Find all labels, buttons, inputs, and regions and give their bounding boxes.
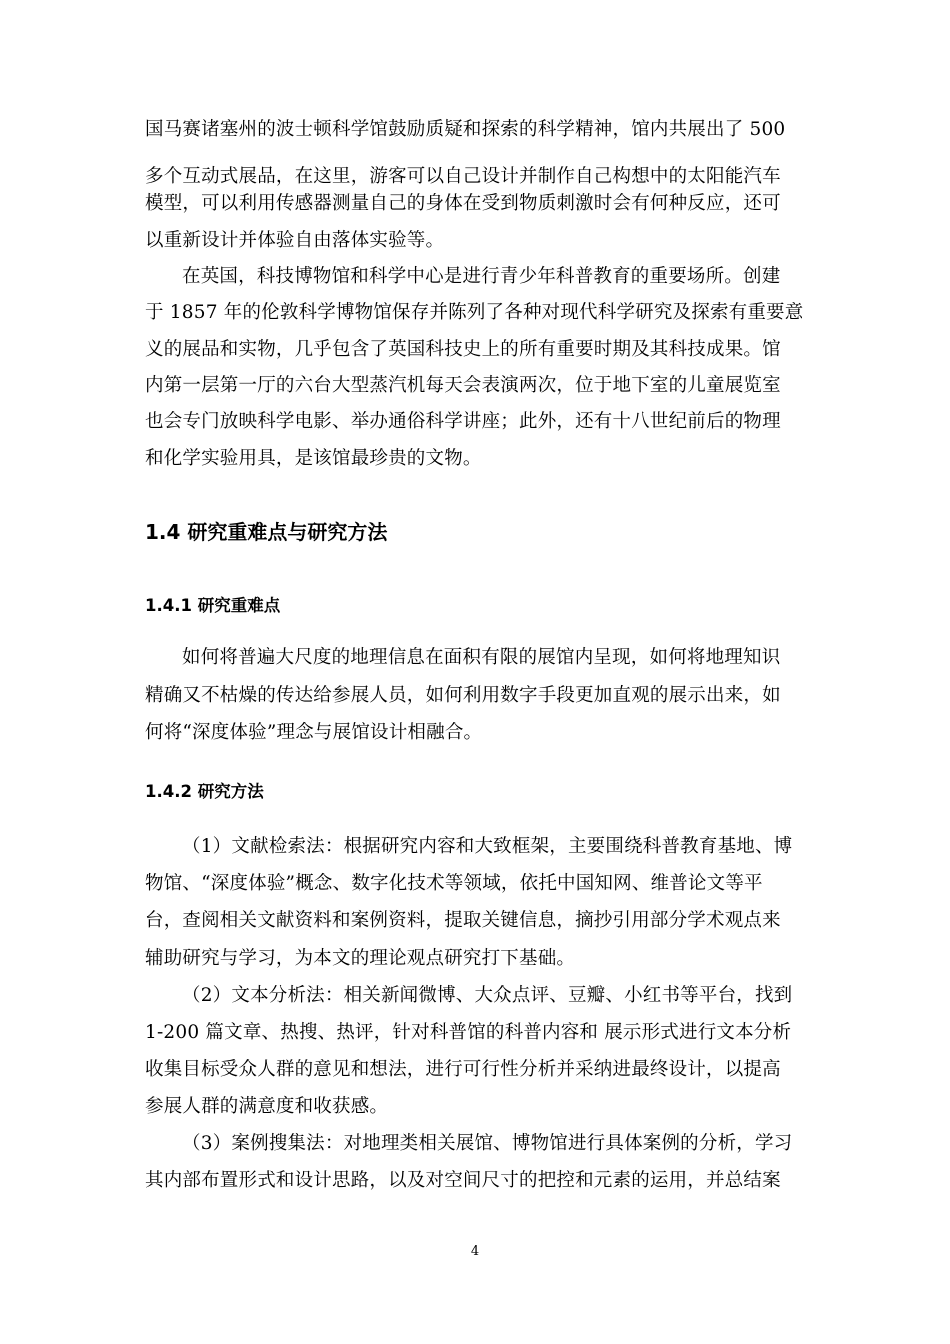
paragraph-2-line-5: 也会专门放映科学电影、举办通俗科学讲座；此外，还有十八世纪前后的物理 xyxy=(145,411,781,432)
paragraph-1-line-2: 多个互动式展品，在这里，游客可以自己设计并制作自己构想中的太阳能汽车 xyxy=(145,166,781,187)
paragraph-1-line-1: 国马赛诸塞州的波士顿科学馆鼓励质疑和探索的科学精神，馆内共展出了 500 xyxy=(145,119,786,140)
paragraph-2-line-4: 内第一层第一厅的六台大型蒸汽机每天会表演两次，位于地下室的儿童展览室 xyxy=(145,375,781,396)
paragraph-3-line-1: 如何将普遍大尺度的地理信息在面积有限的展馆内呈现，如何将地理知识 xyxy=(182,647,781,668)
paragraph-5-line-4: 参展人群的满意度和收获感。 xyxy=(145,1096,389,1117)
paragraph-2-line-3: 义的展品和实物，几乎包含了英国科技史上的所有重要时期及其科技成果。馆 xyxy=(145,339,781,360)
paragraph-2-line-6: 和化学实验用具，是该馆最珍贵的文物。 xyxy=(145,448,482,469)
paragraph-1-line-4: 以重新设计并体验自由落体实验等。 xyxy=(145,230,445,251)
paragraph-2-line-1: 在英国，科技博物馆和科学中心是进行青少年科普教育的重要场所。创建 xyxy=(182,266,781,287)
page-number: 4 xyxy=(470,1244,480,1259)
paragraph-5-line-1: （2）文本分析法：相关新闻微博、大众点评、豆瓣、小红书等平台，找到 xyxy=(182,985,793,1006)
paragraph-4-line-3: 台，查阅相关文献资料和案例资料，提取关键信息，摘抄引用部分学术观点来 xyxy=(145,910,781,931)
paragraph-4-line-4: 辅助研究与学习，为本文的理论观点研究打下基础。 xyxy=(145,948,576,969)
paragraph-3-line-2: 精确又不枯燥的传达给参展人员，如何利用数字手段更加直观的展示出来，如 xyxy=(145,685,781,706)
subsection-heading-1-4-1: 1.4.1 研究重难点 xyxy=(145,596,281,615)
section-heading-1-4: 1.4 研究重难点与研究方法 xyxy=(145,520,388,544)
paragraph-2-line-2: 于 1857 年的伦敦科学博物馆保存并陈列了各种对现代科学研究及探索有重要意 xyxy=(145,302,804,323)
paragraph-5-line-3: 收集目标受众人群的意见和想法，进行可行性分析并采纳进最终设计，以提高 xyxy=(145,1059,781,1080)
paragraph-4-line-1: （1）文献检索法：根据研究内容和大致框架，主要围绕科普教育基地、博 xyxy=(182,836,793,857)
paragraph-3-line-3: 何将“深度体验”理念与展馆设计相融合。 xyxy=(145,722,483,743)
paragraph-5-line-2: 1-200 篇文章、热搜、热评，针对科普馆的科普内容和 展示形式进行文本分析 xyxy=(145,1022,792,1043)
subsection-heading-1-4-2: 1.4.2 研究方法 xyxy=(145,782,264,801)
paragraph-6-line-2: 其内部布置形式和设计思路，以及对空间尺寸的把控和元素的运用，并总结案 xyxy=(145,1170,781,1191)
paragraph-4-line-2: 物馆、“深度体验”概念、数字化技术等领域，依托中国知网、维普论文等平 xyxy=(145,873,763,894)
paragraph-6-line-1: （3）案例搜集法：对地理类相关展馆、博物馆进行具体案例的分析，学习 xyxy=(182,1133,793,1154)
paragraph-1-line-3: 模型，可以利用传感器测量自己的身体在受到物质刺激时会有何种反应，还可 xyxy=(145,193,781,214)
